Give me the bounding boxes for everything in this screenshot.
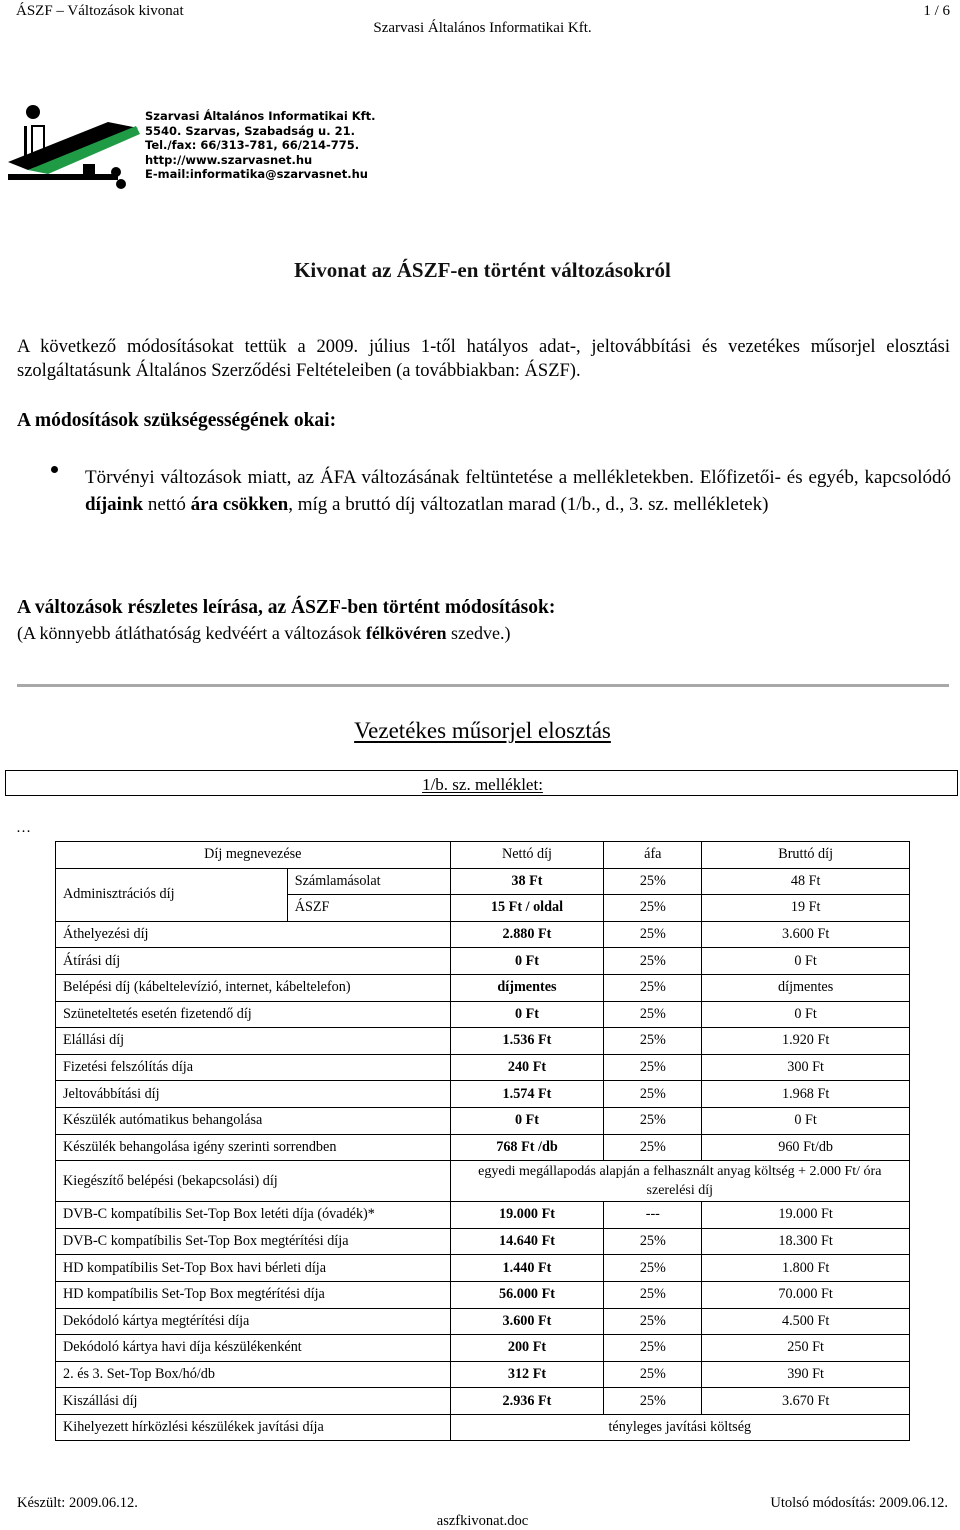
fee-name: Dekódoló kártya havi díja készülékenként <box>56 1335 451 1362</box>
vat: 25% <box>604 1001 702 1028</box>
vat: 25% <box>604 1361 702 1388</box>
table-row <box>56 1255 910 1282</box>
vat: 25% <box>604 1054 702 1081</box>
details-heading: A változások részletes leírása, az ÁSZF-ben történt módosítások: <box>17 597 556 618</box>
table-row <box>56 1281 910 1308</box>
bullet-text-part: Törvényi változások miatt, az ÁFA változásának feltüntetése a mellékletekben. Előfizetői- és egyéb, kapcsolódó <box>85 467 951 488</box>
section-title <box>0 718 960 744</box>
fee-name: Készülék autómatikus behangolása <box>56 1107 451 1134</box>
fee-name: Jeltovábbítási díj <box>56 1081 451 1108</box>
vat: 25% <box>604 1028 702 1055</box>
divider <box>17 684 949 687</box>
net-fee: 0 Ft <box>450 1001 604 1028</box>
fee-name: 2. és 3. Set-Top Box/hó/db <box>56 1361 451 1388</box>
fee-name: Kihelyezett hírközlési készülékek javítási díja <box>56 1414 451 1441</box>
fee-name: Dekódoló kártya megtérítési díja <box>56 1308 451 1335</box>
gross-fee: díjmentes <box>702 974 910 1001</box>
fee-rows-group <box>56 1202 910 1415</box>
fee-name: Elállási díj <box>56 1028 451 1055</box>
net-fee: díjmentes <box>450 974 604 1001</box>
table-row <box>56 1161 910 1202</box>
fee-name: DVB-C kompatíbilis Set-Top Box megtérítési díja <box>56 1228 451 1255</box>
vat: 25% <box>604 1335 702 1362</box>
net-fee: 312 Ft <box>450 1361 604 1388</box>
fee-name: DVB-C kompatíbilis Set-Top Box letéti díja (óvadék)* <box>56 1202 451 1229</box>
section-title-text: Vezetékes műsorjel elosztás <box>354 718 611 743</box>
logo-line: http://www.szarvasnet.hu <box>145 152 313 167</box>
net-fee: 14.640 Ft <box>450 1228 604 1255</box>
fee-name: Fizetési felszólítás díja <box>56 1054 451 1081</box>
table-row <box>56 1361 910 1388</box>
table-row <box>56 1107 910 1134</box>
table-row <box>56 1028 910 1055</box>
table-row <box>56 1081 910 1108</box>
net-fee: 1.536 Ft <box>450 1028 604 1055</box>
bullet-text-bold: ára csökken <box>190 493 289 515</box>
fee-subname: Számlamásolat <box>287 868 450 895</box>
gross-fee: 18.300 Ft <box>702 1228 910 1255</box>
fee-name: Kiegészítő belépési (bekapcsolási) díj <box>56 1161 451 1202</box>
details-note-bold: félkövéren <box>365 623 447 643</box>
gross-fee: 0 Ft <box>702 1107 910 1134</box>
gross-fee: 960 Ft/db <box>702 1134 910 1161</box>
header-cell: áfa <box>604 842 702 869</box>
table-row <box>56 921 910 948</box>
fee-name: Átírási díj <box>56 948 451 975</box>
gross-fee: 300 Ft <box>702 1054 910 1081</box>
reasons-heading: A módosítások szükségességének okai: <box>17 410 337 431</box>
footer-modified: Utolsó módosítás: 2009.06.12. <box>770 1495 948 1511</box>
table-row <box>56 868 910 895</box>
gross-fee: 70.000 Ft <box>702 1281 910 1308</box>
table-row <box>56 1335 910 1362</box>
header-doc-title: ÁSZF – Változások kivonat <box>16 3 184 19</box>
vat: 25% <box>604 1134 702 1161</box>
table-row <box>56 1054 910 1081</box>
vat: 25% <box>604 974 702 1001</box>
vat: 25% <box>604 1281 702 1308</box>
table-row <box>56 1202 910 1229</box>
footer-filename: aszfkivonat.doc <box>436 1513 529 1529</box>
vat: 25% <box>604 921 702 948</box>
header-cell: Bruttó díj <box>702 842 910 869</box>
document-title: Kivonat az ÁSZF-en történt változásokról <box>294 258 671 282</box>
fee-rows-group <box>56 921 910 1160</box>
table-row <box>56 1414 910 1441</box>
bullet-text-part: nettó <box>143 493 191 515</box>
net-fee: 15 Ft / oldal <box>450 895 604 922</box>
header-cell: Nettó díj <box>450 842 604 869</box>
gross-fee: 4.500 Ft <box>702 1308 910 1335</box>
bullet-item <box>85 465 951 518</box>
gross-fee: 48 Ft <box>702 868 910 895</box>
vat: 25% <box>604 948 702 975</box>
table-row <box>56 1001 910 1028</box>
table-row <box>56 1308 910 1335</box>
bullet-text-part: , míg a bruttó díj változatlan marad (1/b., d., 3. sz. mellékletek) <box>288 493 769 515</box>
intro-paragraph: A következő módosításokat tettük a 2009. július 1-től hatályos adat-, jeltovábbítási és vezetékes műsorjel elosztási szolgáltatásunk Általános Szerződési Feltételeiben (a továbbiakban: ÁSZF). <box>17 337 950 381</box>
gross-fee: 19.000 Ft <box>702 1202 910 1229</box>
net-fee: 200 Ft <box>450 1335 604 1362</box>
gross-fee: 19 Ft <box>702 895 910 922</box>
gross-fee: 1.968 Ft <box>702 1081 910 1108</box>
details-note <box>17 623 511 644</box>
table-row <box>56 1388 910 1415</box>
table-row <box>56 974 910 1001</box>
fee-note: tényleges javítási költség <box>450 1414 909 1441</box>
fee-name: Belépési díj (kábeltelevízió, internet, kábeltelefon) <box>56 974 451 1001</box>
net-fee: 768 Ft /db <box>450 1134 604 1161</box>
fee-name: Szüneteltetés esetén fizetendő díj <box>56 1001 451 1028</box>
annex-label-text: 1/b. sz. melléklet: <box>422 775 543 794</box>
table-row <box>56 948 910 975</box>
details-note-part: szedve.) <box>446 623 511 643</box>
vat: 25% <box>604 1228 702 1255</box>
table-row <box>56 1134 910 1161</box>
net-fee: 19.000 Ft <box>450 1202 604 1229</box>
vat: 25% <box>604 1107 702 1134</box>
vat: 25% <box>604 1308 702 1335</box>
header-company: Szarvasi Általános Informatikai Kft. <box>373 20 592 36</box>
net-fee: 2.880 Ft <box>450 921 604 948</box>
fee-name: Áthelyezési díj <box>56 921 451 948</box>
fee-name: Készülék behangolása igény szerinti sorrendben <box>56 1134 451 1161</box>
net-fee: 0 Ft <box>450 948 604 975</box>
fee-name: HD kompatíbilis Set-Top Box megtérítési díja <box>56 1281 451 1308</box>
net-fee: 3.600 Ft <box>450 1308 604 1335</box>
gross-fee: 0 Ft <box>702 1001 910 1028</box>
gross-fee: 3.670 Ft <box>702 1388 910 1415</box>
ellipsis: … <box>16 820 31 836</box>
net-fee: 1.574 Ft <box>450 1081 604 1108</box>
logo-line: Szarvasi Általános Informatikai Kft. <box>145 109 376 123</box>
vat: --- <box>604 1202 702 1229</box>
logo-line: 5540. Szarvas, Szabadság u. 21. <box>145 123 355 138</box>
fee-name: HD kompatíbilis Set-Top Box havi bérleti díja <box>56 1255 451 1282</box>
gross-fee: 250 Ft <box>702 1335 910 1362</box>
vat: 25% <box>604 1255 702 1282</box>
fee-subname: ÁSZF <box>287 895 450 922</box>
gross-fee: 1.920 Ft <box>702 1028 910 1055</box>
vat: 25% <box>604 1388 702 1415</box>
company-logo-text <box>145 109 376 182</box>
net-fee: 38 Ft <box>450 868 604 895</box>
table-row <box>56 1228 910 1255</box>
bullet-text-bold: díjaink <box>85 493 144 515</box>
logo-line: Tel./fax: 66/313-781, 66/214-775. <box>145 138 360 153</box>
net-fee: 0 Ft <box>450 1107 604 1134</box>
gross-fee: 3.600 Ft <box>702 921 910 948</box>
net-fee: 240 Ft <box>450 1054 604 1081</box>
gross-fee: 390 Ft <box>702 1361 910 1388</box>
table-header-row <box>56 842 910 869</box>
vat: 25% <box>604 868 702 895</box>
fee-note: egyedi megállapodás alapján a felhasznált anyag költség + 2.000 Ft/ óra szerelési díj <box>450 1161 909 1202</box>
fee-name: Kiszállási díj <box>56 1388 451 1415</box>
annex-label <box>0 775 960 795</box>
net-fee: 1.440 Ft <box>450 1255 604 1282</box>
details-note-part: (A könnyebb átláthatóság kedvéért a változások <box>17 623 366 643</box>
vat: 25% <box>604 895 702 922</box>
logo-line: E-mail:informatika@szarvasnet.hu <box>145 167 368 182</box>
fee-name: Adminisztrációs díj <box>56 868 288 921</box>
net-fee: 2.936 Ft <box>450 1388 604 1415</box>
fee-table <box>55 841 910 1441</box>
vat: 25% <box>604 1081 702 1108</box>
gross-fee: 0 Ft <box>702 948 910 975</box>
footer-created: Készült: 2009.06.12. <box>17 1495 138 1511</box>
gross-fee: 1.800 Ft <box>702 1255 910 1282</box>
header-cell: Díj megnevezése <box>56 842 451 869</box>
net-fee: 56.000 Ft <box>450 1281 604 1308</box>
bullet-icon <box>51 466 58 473</box>
header-page-indicator: 1 / 6 <box>923 3 950 19</box>
